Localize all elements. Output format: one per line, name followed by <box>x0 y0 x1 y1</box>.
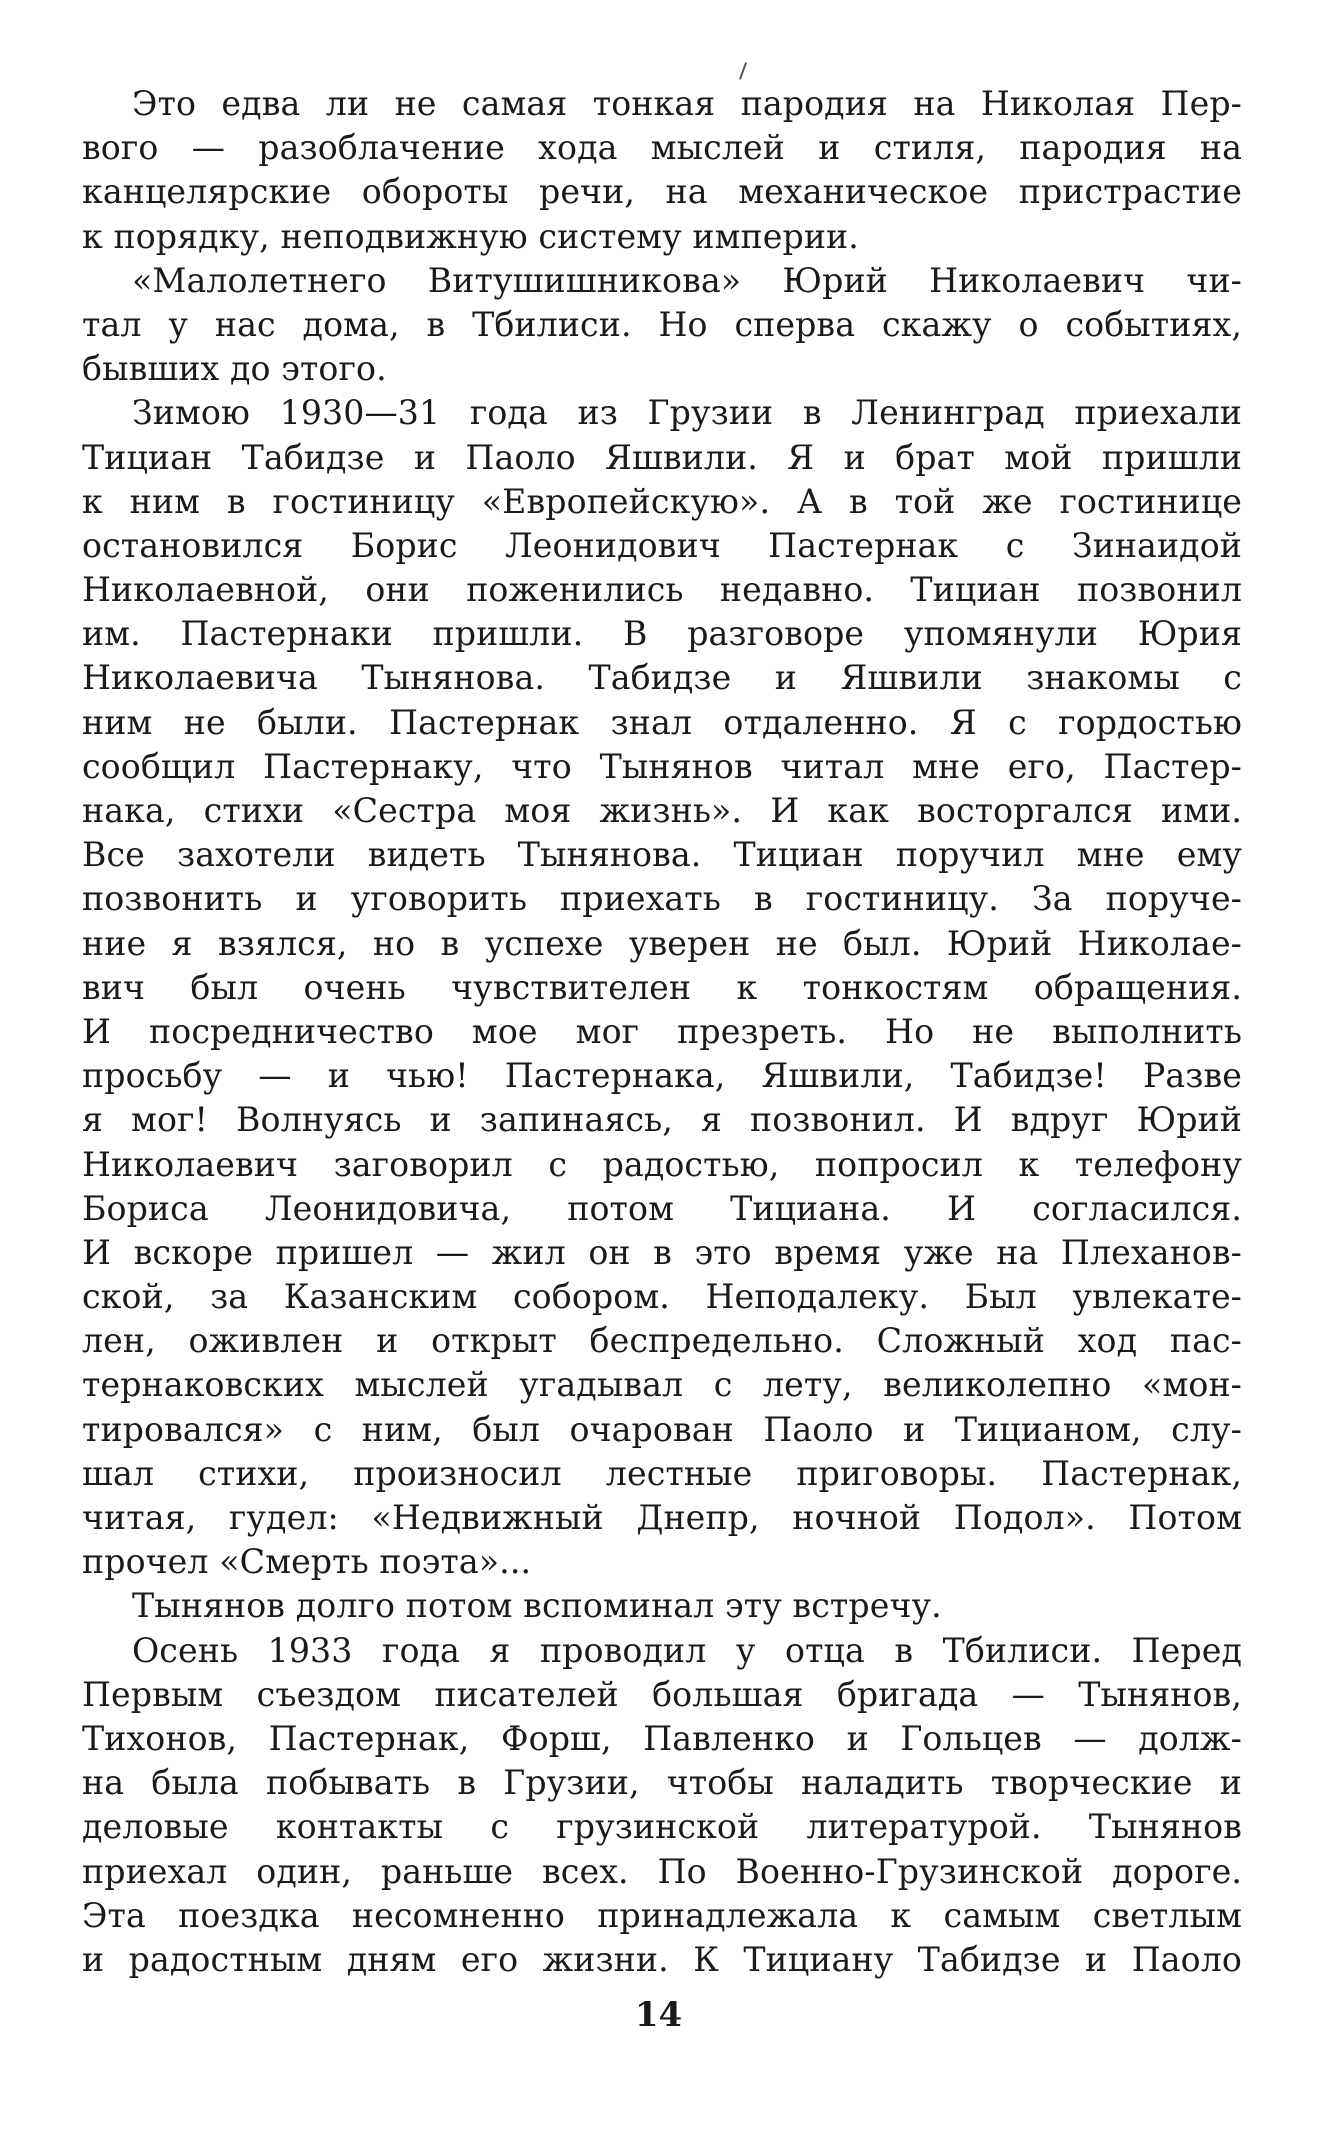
stray-mark <box>739 62 747 80</box>
text-line: Николаевича Тынянова. Табидзе и Яшвили знакомы с <box>82 658 1242 698</box>
text-line: Первым съездом писателей большая бригада — Тынянов, <box>82 1674 1242 1714</box>
text-line: к ним в гостиницу «Европейскую». А в той же гостинице <box>82 481 1242 521</box>
text-line: прочел «Смерть поэта»... <box>82 1542 532 1582</box>
text-line: И посредничество мое мог презреть. Но не выполнить <box>82 1011 1242 1051</box>
text-line: я мог! Волнуясь и запинаясь, я позвонил. И вдруг Юрий <box>82 1100 1242 1140</box>
text-line: и радостным дням его жизни. К Тициану Табидзе и Паоло <box>82 1939 1242 1979</box>
text-line: читая, гудел: «Недвижный Днепр, ночной Подол». Потом <box>82 1498 1242 1537</box>
text-line: Эта поездка несомненно принадлежала к самым светлым <box>82 1895 1242 1935</box>
text-line: Все захотели видеть Тынянова. Тициан поручил мне ему <box>82 835 1242 875</box>
text-line: приехал один, раньше всех. По Военно-Грузинской дороге. <box>82 1851 1242 1891</box>
text-line: Николаевной, они поженились недавно. Тициан позвонил <box>82 570 1242 610</box>
text-line: Тициан Табидзе и Паоло Яшвили. Я и брат мой пришли <box>82 437 1242 477</box>
text-line: Зимою 1930—31 года из Грузии в Ленинград приехали <box>132 393 1242 433</box>
text-line: тал у нас дома, в Тбилиси. Но сперва скажу о событиях, <box>82 304 1242 344</box>
text-line: лен, оживлен и открыт беспредельно. Сложный ход пас- <box>82 1321 1242 1361</box>
text-line: тировался» с ним, был очарован Паоло и Тицианом, слу- <box>82 1409 1242 1449</box>
text-line: сообщил Пастернаку, что Тынянов читал мне его, Пастер- <box>82 746 1242 786</box>
text-line: ние я взялся, но в успехе уверен не был. Юрий Николае- <box>82 923 1242 963</box>
page-body <box>82 82 1242 1979</box>
text-line: Осень 1933 года я проводил у отца в Тбилиси. Перед <box>132 1630 1242 1670</box>
text-line: им. Пастернаки пришли. В разговоре упомянули Юрия <box>82 614 1242 654</box>
text-line: вого — разоблачение хода мыслей и стиля, пародия на <box>82 128 1242 168</box>
text-line: Тынянов долго потом вспоминал эту встречу. <box>132 1586 942 1626</box>
text-line: деловые контакты с грузинской литературой. Тынянов <box>82 1807 1242 1847</box>
text-line: на была побывать в Грузии, чтобы наладить творческие и <box>82 1763 1242 1803</box>
text-line: И вскоре пришел — жил он в это время уже на Плеханов- <box>82 1232 1242 1272</box>
text-block <box>82 82 1242 1982</box>
text-line: Николаевич заговорил с радостью, попросил к телефону <box>82 1144 1242 1184</box>
text-line: к порядку, неподвижную систему империи. <box>82 216 859 256</box>
page-number: 14 <box>634 1995 683 2035</box>
text-line: шал стихи, произносил лестные приговоры. Пастернак, <box>82 1453 1242 1493</box>
text-line: ним не были. Пастернак знал отдаленно. Я с гордостью <box>82 702 1242 742</box>
text-line: вич был очень чувствителен к тонкостям обращения. <box>82 967 1242 1007</box>
text-line: Это едва ли не самая тонкая пародия на Николая Пер- <box>132 84 1242 123</box>
text-line: нака, стихи «Сестра моя жизнь». И как восторгался ими. <box>82 791 1242 830</box>
text-line: бывших до этого. <box>82 349 387 389</box>
text-line: позвонить и уговорить приехать в гостиницу. За поруче- <box>82 879 1242 919</box>
text-line: тернаковских мыслей угадывал с лету, великолепно «мон- <box>82 1365 1242 1405</box>
text-line: просьбу — и чью! Пастернака, Яшвили, Табидзе! Разве <box>82 1056 1242 1096</box>
text-line: канцелярские обороты речи, на механическое пристрастие <box>82 172 1242 212</box>
text-line: Тихонов, Пастернак, Форш, Павленко и Гольцев — долж- <box>82 1718 1242 1758</box>
text-line: «Малолетнего Витушишникова» Юрий Николаевич чи- <box>132 260 1242 300</box>
text-line: остановился Борис Леонидович Пастернак с Зинаидой <box>82 525 1242 565</box>
text-line: ской, за Казанским собором. Неподалеку. Был увлекате- <box>82 1277 1242 1317</box>
text-line: Бориса Леонидовича, потом Тициана. И согласился. <box>82 1188 1242 1228</box>
